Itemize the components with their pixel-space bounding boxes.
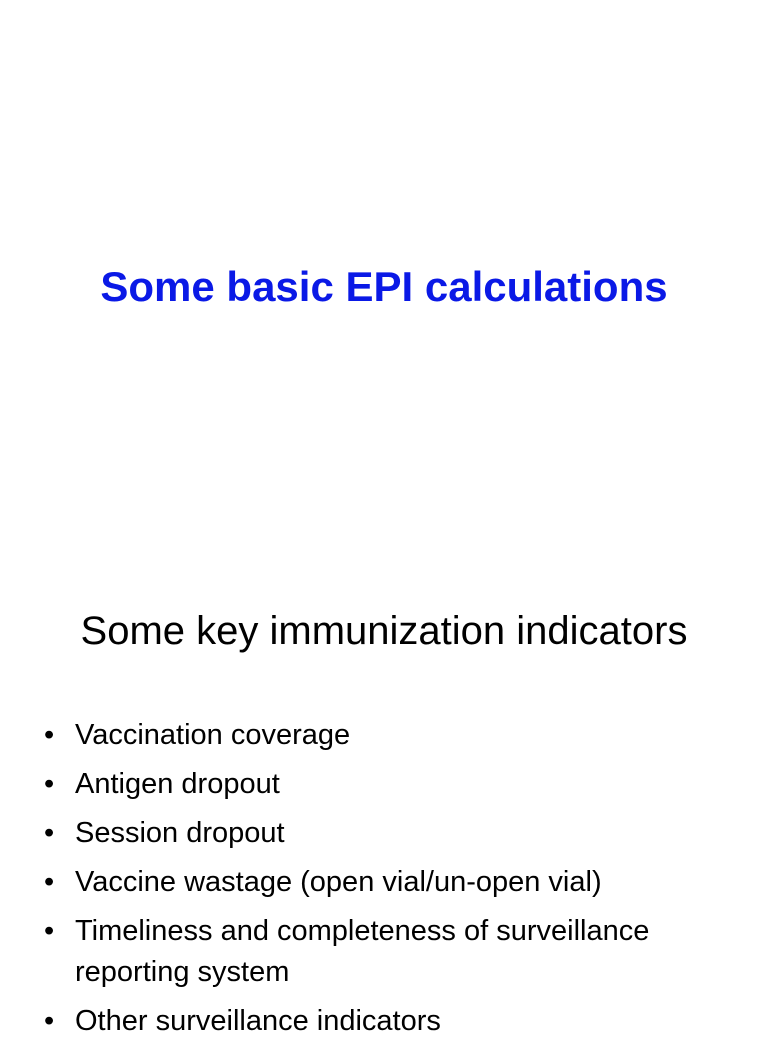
indicator-bullet-list xyxy=(44,715,744,1050)
bullet-item: • Vaccination coverage xyxy=(44,715,744,756)
bullet-item: • Other surveillance indicators xyxy=(44,1001,744,1042)
bullet-item: • Session dropout xyxy=(44,813,744,854)
bullet-item: • Vaccine wastage (open vial/un-open vial) xyxy=(44,862,744,903)
bullet-item: • Timeliness and completeness of surveillance reporting system xyxy=(44,911,744,993)
slide1-title: Some basic EPI calculations xyxy=(100,263,668,310)
bullet-item: • Antigen dropout xyxy=(44,764,744,805)
slide2-title: Some key immunization indicators xyxy=(80,609,688,653)
